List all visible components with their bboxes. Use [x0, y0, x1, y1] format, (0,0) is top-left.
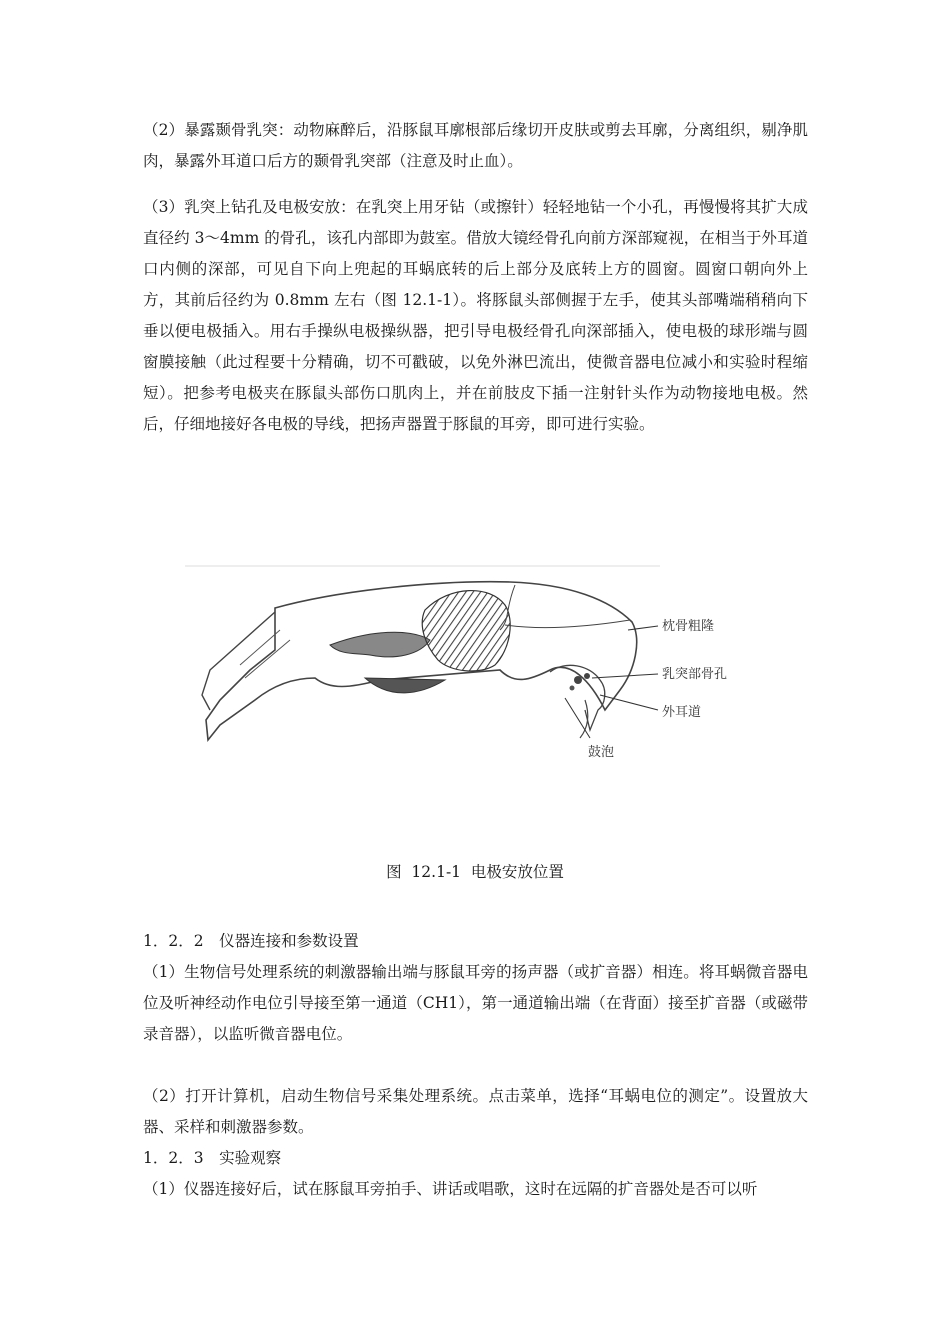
paragraph-step-3: （3）乳突上钻孔及电极安放：在乳突上用牙钻（或擦针）轻轻地钻一个小孔，再慢慢将其扩大成直径约 3～4mm 的骨孔，该孔内部即为鼓室。借放大镜经骨孔向前方深部窥视，在相当于外耳道口内侧的深部，可见自下向上兜起的耳蜗底转的后上部分及底转上方的圆窗。圆窗口朝向外上方，其前后径约为 0.8mm 左右（图 12.1-1）。将豚鼠头部侧握于左手，使其头部嘴端稍稍向下垂以便电极插入。用右手操纵电极操纵器，把引导电极经骨孔向深部插入，使电极的球形端与圆窗膜接触（此过程要十分精确，切不可戳破，以免外淋巴流出，使微音器电位减小和实验时程缩短）。把参考电极夹在豚鼠头部伤口肌肉上，并在前肢皮下插一注射针头作为动物接地电极。然后，仔细地接好各电极的导线，把扬声器置于豚鼠的耳旁，即可进行实验。: [143, 198, 808, 433]
snout-line: [202, 612, 275, 710]
orbit-region: [422, 591, 510, 671]
skull-figure: [180, 560, 780, 800]
leader-mastoid: [592, 674, 658, 678]
ear-canal-opening: [570, 686, 575, 691]
leader-occipital: [628, 626, 658, 630]
paragraph-step-2: （2）暴露颞骨乳突：动物麻醉后，沿豚鼠耳廓根部后缘切开皮肤或剪去耳廓，分离组织，剔净肌肉，暴露外耳道口后方的颞骨乳突部（注意及时止血）。: [143, 121, 808, 170]
bulla-outline: [550, 665, 605, 730]
mastoid-hole: [574, 676, 582, 684]
figure-caption: 图 12.1-1 电极安放位置: [386, 863, 564, 881]
label-bulla: 鼓泡: [588, 745, 615, 760]
jaw-shading: [365, 678, 445, 693]
skull-diagram: [180, 560, 780, 800]
section-heading-1-2-2: 1．2．2 仪器连接和参数设置: [143, 932, 359, 950]
label-occipital: 枕骨粗隆: [662, 619, 715, 634]
label-ear-canal: 外耳道: [662, 705, 702, 720]
suture-line-2: [505, 620, 630, 628]
leader-ear-canal: [600, 695, 658, 710]
paragraph-122-1: （1）生物信号处理系统的刺激器输出端与豚鼠耳旁的扬声器（或扩音器）相连。将耳蜗微音器电位及听神经动作电位引导接至第一通道（CH1），第一通道输出端（在背面）接至扩音器（或磁带录音器），以监听微音器电位。: [143, 963, 808, 1043]
section-heading-1-2-3: 1．2．3 实验观察: [143, 1149, 282, 1167]
paragraph-123-1: （1）仪器连接好后，试在豚鼠耳旁拍手、讲话或唱歌，这时在远隔的扩音器处是否可以听: [143, 1180, 758, 1198]
zygomatic-arch: [330, 632, 430, 657]
mastoid-hole-2: [584, 673, 590, 679]
label-mastoid-hole: 乳突部骨孔: [662, 667, 728, 682]
paragraph-122-2: （2）打开计算机，启动生物信号采集处理系统。点击菜单，选择“耳蜗电位的测定”。设置放大器、采样和刺激器参数。: [143, 1087, 808, 1136]
skull-outline: [206, 582, 637, 740]
